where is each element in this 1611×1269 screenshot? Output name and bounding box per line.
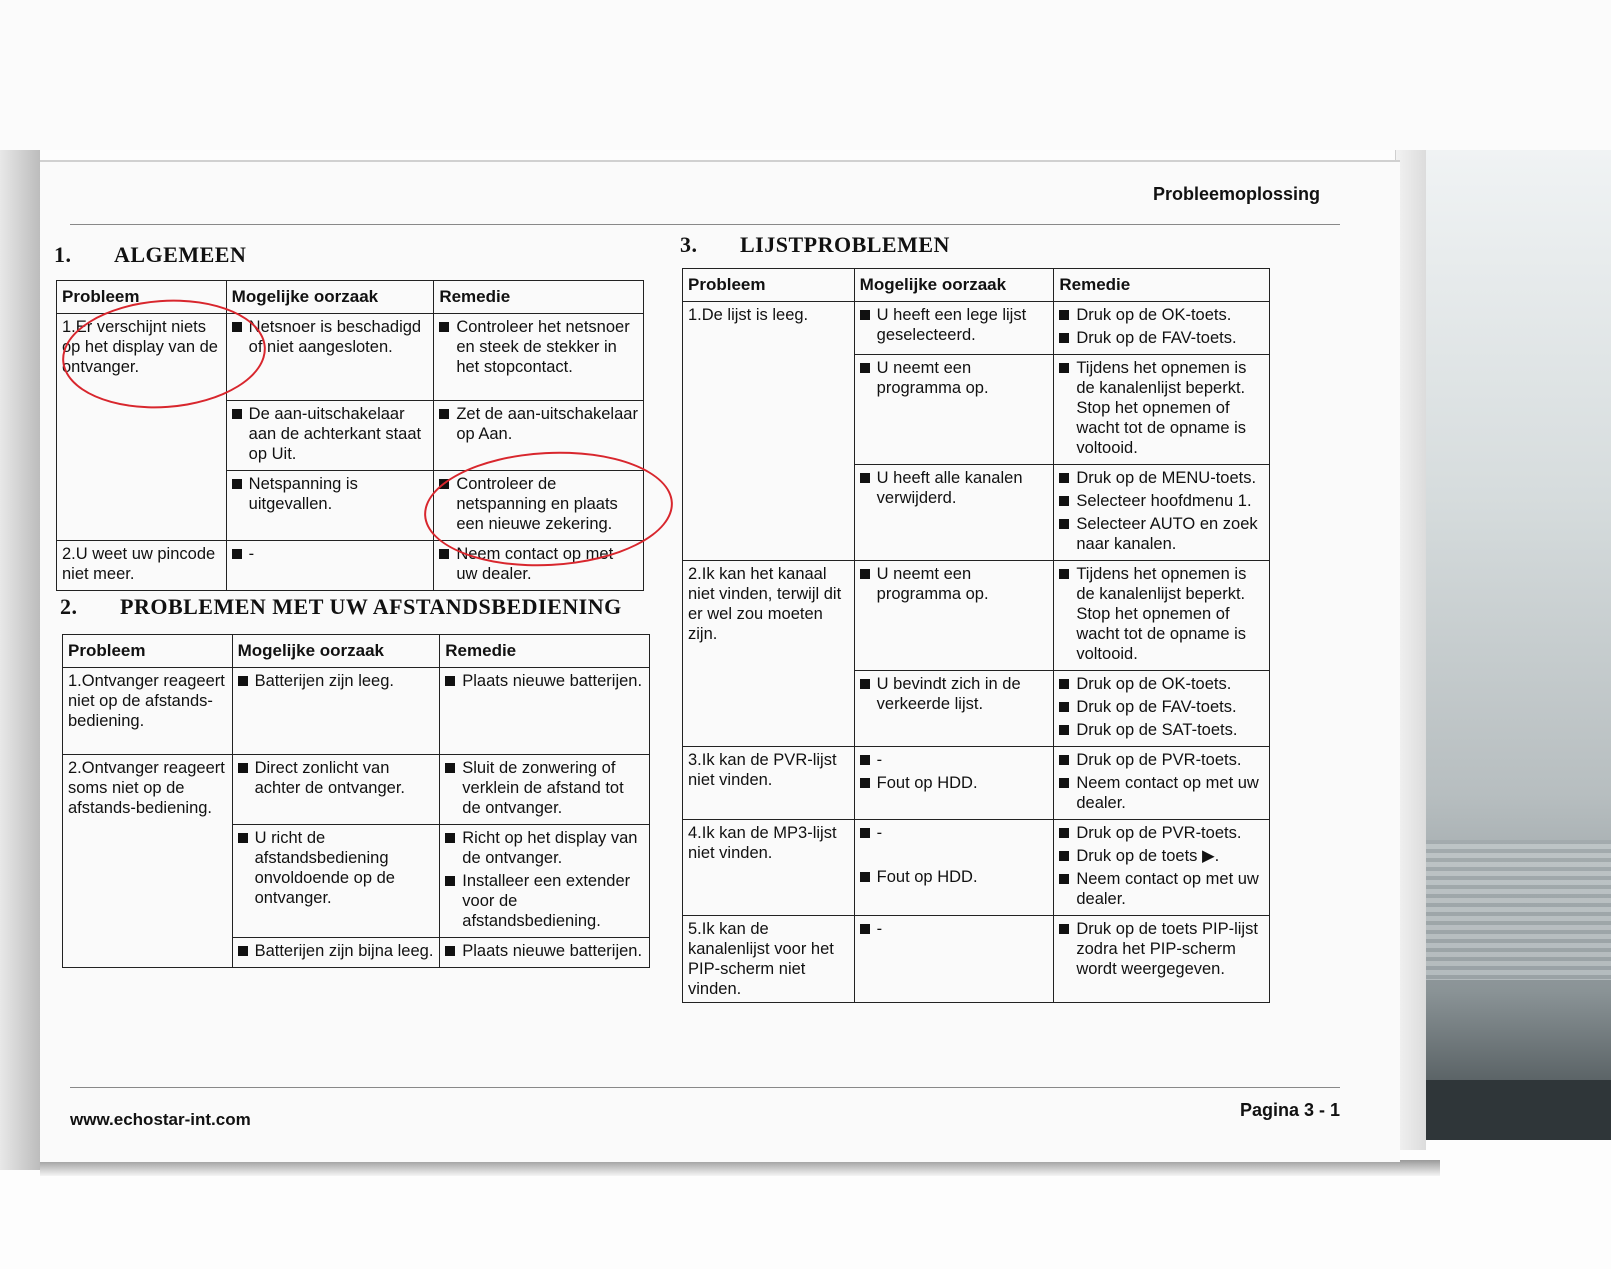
remedy-cell	[440, 668, 650, 755]
cause-text: Netspanning is uitgevallen.	[248, 475, 358, 513]
page-shadow	[0, 150, 40, 1170]
cause-cell	[232, 755, 440, 825]
cause-text: De aan-uitschakelaar aan de achterkant staat op Uit.	[248, 405, 422, 463]
remedy-text: Sluit de zonwering of verklein de afstand tot de ontvanger.	[462, 759, 624, 817]
cause-text: Fout op HDD.	[876, 774, 978, 792]
remedy-text: Druk op de MENU-toets.	[1076, 469, 1257, 487]
problem-cell	[63, 755, 233, 968]
cause-text: -	[876, 920, 883, 938]
cause-text: Fout op HDD.	[876, 868, 978, 886]
cause-text: Netsnoer is beschadigd of niet aangesloten.	[248, 318, 422, 356]
bullet-icon	[445, 876, 455, 886]
cause-cell	[854, 561, 1054, 671]
bullet-icon	[1059, 924, 1069, 934]
table-row	[683, 747, 1270, 820]
bullet-icon	[439, 322, 449, 332]
section-1-title	[54, 242, 246, 268]
bullet-icon	[1059, 828, 1069, 838]
table-lijstproblemen	[682, 268, 1270, 1003]
bullet-icon	[1059, 496, 1069, 506]
bullet-icon	[1059, 363, 1069, 373]
bullet-icon	[860, 872, 870, 882]
bullet-icon	[1059, 569, 1069, 579]
problem-text: 1.De lijst is leeg.	[688, 306, 809, 324]
section-number: 3.	[680, 232, 698, 257]
remedy-text: Neem contact op met uw dealer.	[456, 545, 614, 583]
cause-text: -	[248, 545, 255, 563]
bullet-icon	[445, 763, 455, 773]
cause-text: U bevindt zich in de verkeerde lijst.	[876, 675, 1021, 713]
background-photo	[1425, 150, 1611, 1140]
bullet-icon	[1059, 851, 1069, 861]
remedy-text: Controleer het netsnoer en steek de stekker in het stopcontact.	[456, 318, 630, 376]
bullet-icon	[232, 549, 242, 559]
cause-cell	[226, 471, 434, 541]
column-header: Remedie	[1054, 269, 1270, 302]
remedy-text: Tijdens het opnemen is de kanalenlijst beperkt. Stop het opnemen of wacht tot de opname is voltooid.	[1076, 565, 1247, 663]
remedy-cell	[1054, 747, 1270, 820]
table-row	[63, 755, 650, 825]
section-2-title	[60, 594, 622, 620]
cause-text: Direct zonlicht van achter de ontvanger.	[254, 759, 406, 797]
bullet-icon	[860, 473, 870, 483]
bullet-icon	[1059, 310, 1069, 320]
problem-cell	[683, 820, 855, 916]
bullet-icon	[860, 924, 870, 934]
bullet-icon	[238, 763, 248, 773]
table-row	[683, 561, 1270, 671]
bullet-icon	[1059, 755, 1069, 765]
cause-cell	[232, 938, 440, 968]
table-afstandsbediening	[62, 634, 650, 968]
remedy-text: Zet de aan-uitschakelaar op Aan.	[456, 405, 638, 443]
table-row	[683, 820, 1270, 916]
bullet-icon	[860, 828, 870, 838]
problem-cell	[57, 541, 227, 591]
bullet-icon	[445, 676, 455, 686]
remedy-cell	[1054, 671, 1270, 747]
bullet-icon	[439, 549, 449, 559]
column-header: Probleem	[57, 281, 227, 314]
cause-cell	[226, 401, 434, 471]
remedy-text: Druk op de OK-toets.	[1076, 306, 1232, 324]
section-title-text: LIJSTPROBLEMEN	[740, 232, 950, 257]
remedy-cell	[1054, 916, 1270, 1003]
bullet-icon	[860, 679, 870, 689]
bullet-icon	[860, 363, 870, 373]
remedy-text: Neem contact op met uw dealer.	[1076, 774, 1259, 812]
problem-cell	[683, 561, 855, 747]
remedy-text: Selecteer AUTO en zoek naar kanalen.	[1076, 515, 1258, 553]
remedy-text: Druk op de toets PIP-lijst zodra het PIP-scherm wordt weergegeven.	[1076, 920, 1258, 978]
remedy-text: Druk op de toets ▶.	[1076, 847, 1220, 865]
bullet-icon	[439, 409, 449, 419]
remedy-text: Installeer een extender voor de afstandsbediening.	[462, 872, 631, 930]
footer-page-number: Pagina 3 - 1	[1239, 1100, 1340, 1120]
remedy-text: Druk op de SAT-toets.	[1076, 721, 1238, 739]
problem-text: 4.Ik kan de MP3-lijst niet vinden.	[688, 824, 837, 862]
remedy-text: Controleer de netspanning en plaats een nieuwe zekering.	[456, 475, 618, 533]
cause-cell	[854, 465, 1054, 561]
problem-text: 2.Ik kan het kanaal niet vinden, terwijl dit er wel zou moeten zijn.	[688, 565, 842, 643]
cause-text: U richt de afstandsbediening onvoldoende op de ontvanger.	[254, 829, 395, 907]
bullet-icon	[860, 569, 870, 579]
cause-text: U heeft een lege lijst geselecteerd.	[876, 306, 1027, 344]
remedy-cell	[1054, 820, 1270, 916]
cause-text: U neemt een programma op.	[876, 565, 989, 603]
section-number: 1.	[54, 242, 72, 267]
table-header-row	[683, 269, 1270, 302]
bullet-icon	[860, 778, 870, 788]
problem-cell	[63, 668, 233, 755]
bullet-icon	[1059, 473, 1069, 483]
column-header: Probleem	[63, 635, 233, 668]
cause-text: U heeft alle kanalen verwijderd.	[876, 469, 1023, 507]
column-header: Remedie	[434, 281, 644, 314]
cause-cell	[854, 820, 1054, 916]
bullet-icon	[238, 946, 248, 956]
page-header: Probleemoplossing	[1152, 184, 1320, 204]
cause-text: Batterijen zijn leeg.	[254, 672, 394, 690]
remedy-cell	[440, 938, 650, 968]
bullet-icon	[445, 946, 455, 956]
remedy-cell	[440, 825, 650, 938]
cause-cell	[226, 541, 434, 591]
remedy-text: Plaats nieuwe batterijen.	[462, 672, 643, 690]
section-title-text: PROBLEMEN MET UW AFSTANDSBEDIENING	[120, 594, 622, 619]
table-row	[683, 302, 1270, 355]
bullet-icon	[1059, 333, 1069, 343]
problem-cell	[683, 302, 855, 561]
remedy-cell	[434, 314, 644, 401]
cause-text: -	[876, 824, 883, 842]
remedy-text: Neem contact op met uw dealer.	[1076, 870, 1259, 908]
section-number: 2.	[60, 594, 78, 619]
bullet-icon	[860, 310, 870, 320]
problem-text: 5.Ik kan de kanalenlijst voor het PIP-scherm niet vinden.	[688, 920, 834, 998]
remedy-cell	[1054, 355, 1270, 465]
remedy-text: Druk op de OK-toets.	[1076, 675, 1232, 693]
page-bottom-shadow	[40, 1160, 1440, 1176]
column-header: Probleem	[683, 269, 855, 302]
remedy-text: Tijdens het opnemen is de kanalenlijst beperkt. Stop het opnemen of wacht tot de opname is voltooid.	[1076, 359, 1247, 457]
problem-text: 1.Er verschijnt niets op het display van de ontvanger.	[62, 318, 218, 376]
problem-cell	[683, 747, 855, 820]
background-photo-dark	[1425, 1080, 1611, 1140]
problem-text: 2.U weet uw pincode niet meer.	[62, 545, 216, 583]
remedy-text: Druk op de PVR-toets.	[1076, 824, 1242, 842]
bullet-icon	[1059, 778, 1069, 788]
bullet-icon	[232, 409, 242, 419]
cause-cell	[232, 825, 440, 938]
footer-website: www.echostar-int.com	[70, 1110, 251, 1129]
section-title-text: ALGEMEEN	[114, 242, 247, 267]
cause-cell	[854, 916, 1054, 1003]
column-header: Mogelijke oorzaak	[226, 281, 434, 314]
column-header: Mogelijke oorzaak	[232, 635, 440, 668]
background-photo-stripes	[1425, 840, 1611, 980]
cause-text: -	[876, 751, 883, 769]
bullet-icon	[1059, 679, 1069, 689]
cause-cell	[232, 668, 440, 755]
column-header: Remedie	[440, 635, 650, 668]
remedy-cell	[1054, 465, 1270, 561]
bullet-icon	[445, 833, 455, 843]
bullet-icon	[1059, 702, 1069, 712]
remedy-cell	[440, 755, 650, 825]
cause-cell	[854, 355, 1054, 465]
remedy-cell	[1054, 302, 1270, 355]
problem-text: 3.Ik kan de PVR-lijst niet vinden.	[688, 751, 837, 789]
scan-background	[0, 0, 1611, 150]
section-3-title	[680, 232, 950, 258]
remedy-text: Druk op de FAV-toets.	[1076, 698, 1237, 716]
problem-text: 2.Ontvanger reageert soms niet op de afstands-bediening.	[68, 759, 225, 817]
remedy-text: Selecteer hoofdmenu 1.	[1076, 492, 1252, 510]
table-row	[683, 916, 1270, 1003]
cause-text: U neemt een programma op.	[876, 359, 989, 397]
manual-page	[40, 160, 1400, 1162]
cause-cell	[854, 671, 1054, 747]
remedy-cell	[1054, 561, 1270, 671]
cause-cell	[854, 747, 1054, 820]
cause-cell	[854, 302, 1054, 355]
remedy-text: Druk op de PVR-toets.	[1076, 751, 1242, 769]
bullet-icon	[238, 676, 248, 686]
bullet-icon	[238, 833, 248, 843]
problem-text: 1.Ontvanger reageert niet op de afstands-bediening.	[68, 672, 225, 730]
bullet-icon	[1059, 519, 1069, 529]
remedy-text: Druk op de FAV-toets.	[1076, 329, 1237, 347]
problem-cell	[683, 916, 855, 1003]
remedy-text: Richt op het display van de ontvanger.	[462, 829, 638, 867]
header-rule	[70, 224, 1340, 225]
table-header-row	[63, 635, 650, 668]
cause-text: Batterijen zijn bijna leeg.	[254, 942, 434, 960]
bullet-icon	[1059, 725, 1069, 735]
table-row	[63, 668, 650, 755]
remedy-text: Plaats nieuwe batterijen.	[462, 942, 643, 960]
bullet-icon	[232, 479, 242, 489]
bullet-icon	[860, 755, 870, 765]
bullet-icon	[1059, 874, 1069, 884]
footer-rule	[70, 1087, 1340, 1088]
column-header: Mogelijke oorzaak	[854, 269, 1054, 302]
